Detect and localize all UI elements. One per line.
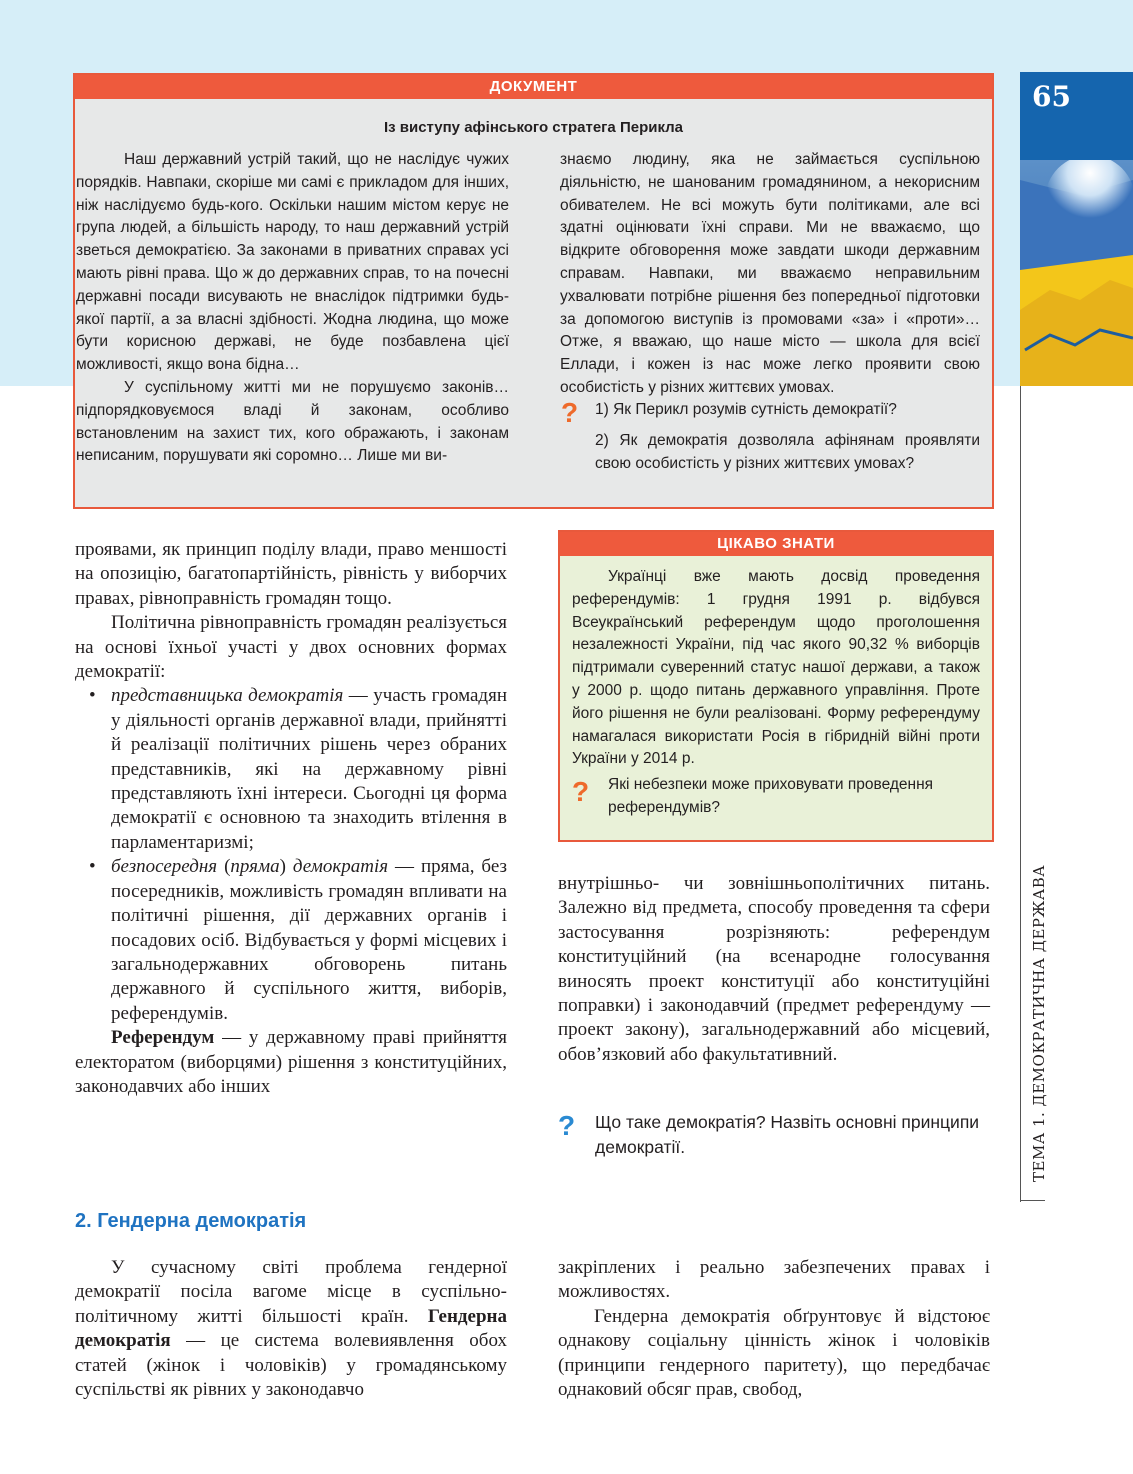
body-paragraph — [75, 1026, 507, 1099]
punct: ( — [217, 856, 231, 878]
side-rule — [1020, 386, 1021, 1202]
page-number: 65 — [1032, 80, 1071, 113]
term: Гендерна демократія — [75, 1305, 507, 1352]
section-heading: 2. Гендерна демократія — [75, 1210, 307, 1232]
term: представницька демократія — [111, 685, 344, 707]
document-questions — [595, 399, 980, 475]
side-rule-tick — [1020, 1200, 1045, 1201]
body-paragraph: Політична рівноправність громадян реалізується на основі їхньої участі у двох основних формах демократії: — [75, 612, 507, 683]
main-right-column — [558, 872, 990, 1067]
document-paragraph: У суспільному житті ми не порушуємо законів… підпорядковуємося владі й законам, особливо встановленим на захист тих, кого ображають, і законам неписаним, порушувати які соромно… Лише ми ви- — [76, 378, 509, 465]
document-left-column — [76, 149, 509, 468]
bullet-direct-democracy — [75, 855, 507, 1026]
review-question: Що таке демократія? Назвіть основні принципи демократії. — [595, 1112, 980, 1157]
punct: ) — [279, 856, 293, 878]
ukraine-map-flag-image — [1020, 160, 1133, 386]
question-1: 1) Як Перикл розумів сутність демократії? — [595, 401, 897, 418]
question-mark-icon: ? — [561, 397, 579, 428]
term: Референдум — [111, 1027, 215, 1049]
interesting-fact-text-wrap — [572, 566, 980, 771]
bullet-marker: • — [89, 856, 96, 878]
interesting-fact-box — [558, 530, 994, 842]
term: пряма — [230, 856, 280, 878]
body-paragraph — [75, 1256, 507, 1402]
question-mark-icon: ? — [558, 1110, 576, 1141]
page-number-tab — [1020, 72, 1133, 160]
question-2: 2) Як демократія дозволяла афінянам проявляти свою особистість у різних життєвих умовах? — [595, 431, 980, 472]
main-left-column — [75, 538, 507, 1099]
body-text: — у державному праві прийняття електоратом (виборцями) рішення з конституційних, законодавчих або інших — [75, 1027, 507, 1097]
body-paragraph: внутрішньо- чи зовнішньополітичних питань. Залежно від предмета, способу проведення та сфери застосування розрізняють: референдум конституційний (на всенародне голосування виносять проект конституції або конституційні поправки) і законодавчий (предмет референдуму — проект закону), загальнодержавний або місцевий, обов’язковий або факультативний. — [558, 873, 990, 1065]
document-title: Із виступу афінського стратега Перикла — [383, 119, 684, 136]
body-text: — це система волевиявлення обох статей (жінок і чоловіків) у громадянському суспільстві як рівних у законодавчо — [75, 1330, 507, 1401]
body-paragraph: проявами, як принцип поділу влади, право меншості на опозицію, багатопартійність, рівність у виборчих правах, рівноправність громадян тощо. — [75, 539, 507, 609]
section2-left-column — [75, 1256, 507, 1402]
bullet-representative-democracy — [75, 684, 507, 855]
body-paragraph: закріплених і реально забезпечених правах і можливостях. — [558, 1257, 990, 1303]
term: демократія — [292, 856, 389, 878]
body-paragraph: Гендерна демократія обґрунтовує й відстоює однакову соціальну цінність жінок і чоловіків (принципи гендерного паритету), що передбачає однаковий обсяг прав, свобод, — [558, 1305, 990, 1401]
interesting-fact-question: Які небезпеки може приховувати проведення референдумів? — [608, 776, 934, 816]
side-topic-label: ТЕМА 1. ДЕМОКРАТИЧНА ДЕРЖАВА — [1030, 864, 1048, 1182]
interesting-fact-text: Українці вже мають досвід проведення референдумів: 1 грудня 1991 р. відбувся Всеукраїнський референдум щодо проголошення незалежності України, під час якого 90,32 % виборців підтримали суверенний статус нашої держави, а також у 2000 р. щодо питань державного управління. Проте його рішення не були реалізовані. Форму референдуму намагалася використати Росія в гібридній війні проти України у 2014 р. — [572, 568, 980, 768]
document-paragraph: знаємо людину, яка не займається суспільною діяльністю, не шанованим громадянином, а некорисним обивателем. Не всі можуть бути політиками, але всі здатні оцінювати їхні справи. Ми не вважаємо, що відкрите обговорення може завдати шкоди державним справам. Навпаки, ми вважаємо неправильним ухвалювати потрібне рішення без попередньої підготовки за допомогою виступів із промовами «за» і «проти»… Отже, я вважаю, що наше місто — школа для всієї Еллади, і кожен із нас може легко проявити свою особистість у різних життєвих умовах. — [560, 151, 980, 396]
interesting-fact-header: ЦІКАВО ЗНАТИ — [560, 532, 992, 556]
bullet-marker: • — [89, 685, 96, 707]
document-box — [73, 73, 994, 509]
question-mark-icon: ? — [572, 776, 590, 807]
document-box-header: ДОКУМЕНТ — [75, 75, 992, 99]
document-paragraph: Наш державний устрій такий, що не наслідує чужих порядків. Навпаки, скоріше ми самі є прикладом для інших, ніж наслідуємо будь-кого. Оскільки нашим містом керує не група людей, а більшість народу, то наш державний устрій зветься демократією. За законами в приватних справах усі мають рівні права. Що ж до державних справ, то на почесні державні посади висувають не внаслідок підтримки будь-якої партії, а за власні здібності. Жодна людина, що може бути корисною державі, не буде позбавлена цієї можливості, якщо вона бідна… — [76, 151, 509, 374]
document-right-column — [560, 149, 980, 400]
term: безпосередня — [111, 856, 218, 878]
body-text: У сучасному світі проблема гендерної демократії посіла вагоме місце в суспільно-політичному житті більшості країн. — [75, 1257, 507, 1327]
bullet-text: — участь громадян у діяльності органів державної влади, прийнятті й реалізації політичних рішень через обраних представників, які на державному рівні представляють їхні інтереси. Сьогодні ця форма демократії є основною та знаходить втілення в парламентаризмі; — [111, 685, 507, 853]
section2-right-column — [558, 1256, 990, 1402]
bullet-text: — пряма, без посередників, можливість громадян впливати на політичні рішення, дії державних органів і посадових осіб. Відбувається у формі місцевих і загальнодержавних обговорень питань державного й суспільного життя, виборів, референдумів. — [111, 856, 508, 1024]
